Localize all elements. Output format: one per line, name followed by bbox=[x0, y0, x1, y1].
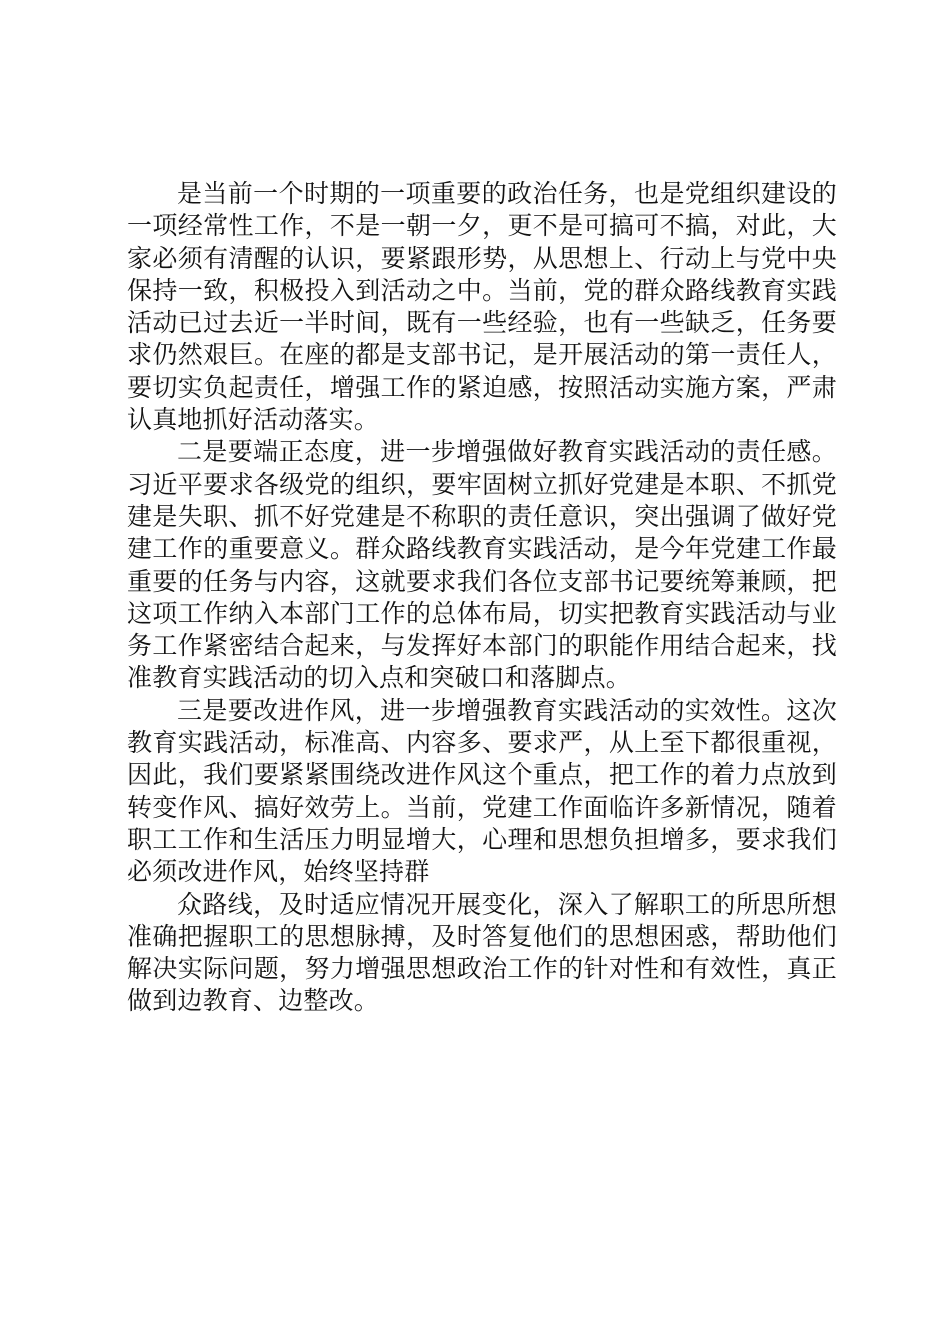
document-body bbox=[127, 178, 837, 1018]
paragraph-3: 三是要改进作风，进一步增强教育实践活动的实效性。这次教育实践活动，标准高、内容多、要求严，从上至下都很重视，因此，我们要紧紧围绕改进作风这个重点，把工作的着力点放到转变作风、搞好效劳上。当前，党建工作面临许多新情况，随着职工工作和生活压力明显增大，心理和思想负担增多，要求我们必须改进作风，始终坚持群 bbox=[127, 695, 837, 887]
paragraph-4: 众路线，及时适应情况开展变化，深入了解职工的所思所想准确把握职工的思想脉搏，及时答复他们的思想困惑，帮助他们解决实际问题，努力增强思想政治工作的针对性和有效性，真正做到边教育、边整改。 bbox=[127, 889, 837, 1016]
paragraph-1: 是当前一个时期的一项重要的政治任务，也是党组织建设的一项经常性工作，不是一朝一夕，更不是可搞可不搞，对此，大家必须有清醒的认识，要紧跟形势，从思想上、行动上与党中央保持一致，积极投入到活动之中。当前，党的群众路线教育实践活动已过去近一半时间，既有一些经验，也有一些缺乏，任务要求仍然艰巨。在座的都是支部书记，是开展活动的第一责任人，要切实负起责任，增强工作的紧迫感，按照活动实施方案，严肃认真地抓好活动落实。 bbox=[127, 179, 837, 435]
paragraph-2: 二是要端正态度，进一步增强做好教育实践活动的责任感。习近平要求各级党的组织，要牢固树立抓好党建是本职、不抓党建是失职、抓不好党建是不称职的责任意识，突出强调了做好党建工作的重要意义。群众路线教育实践活动，是今年党建工作最重要的任务与内容，这就要求我们各位支部书记要统筹兼顾，把这项工作纳入本部门工作的总体布局，切实把教育实践活动与业务工作紧密结合起来，与发挥好本部门的职能作用结合起来，找准教育实践活动的切入点和突破口和落脚点。 bbox=[127, 437, 837, 693]
